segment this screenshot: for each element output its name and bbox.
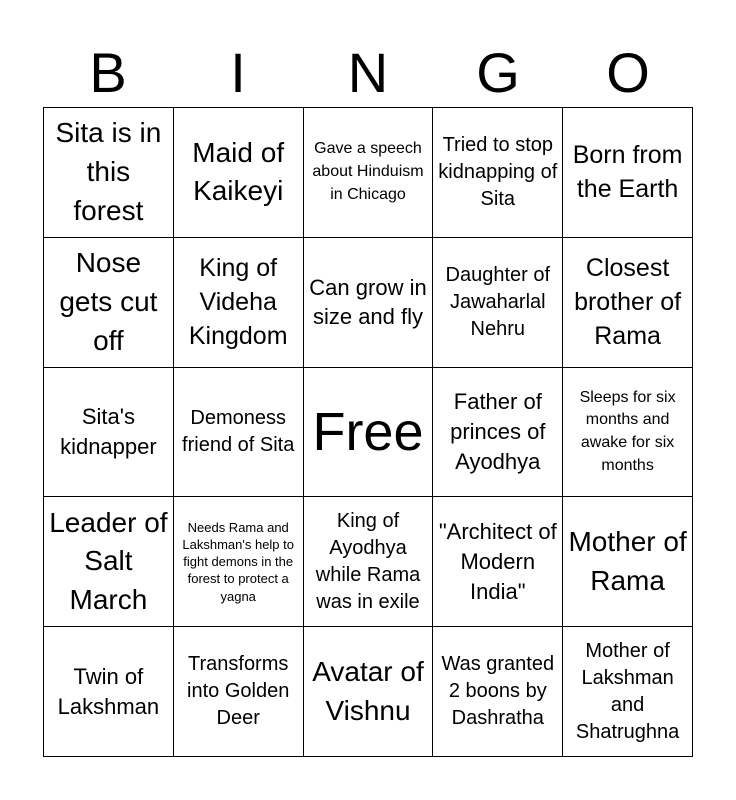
cell-text: Demoness friend of Sita	[182, 406, 295, 456]
bingo-cell[interactable]	[433, 238, 563, 368]
cell-text: King of Ayodhya while Rama was in exile	[315, 509, 421, 613]
cell-text: "Architect of Modern India"	[438, 519, 557, 604]
header-letter-o: O	[606, 41, 650, 104]
bingo-cell[interactable]	[563, 627, 693, 757]
free-space-cell[interactable]	[304, 368, 434, 498]
bingo-header	[43, 40, 693, 106]
bingo-grid	[43, 107, 693, 757]
cell-text: Transforms into Golden Deer	[187, 653, 290, 730]
bingo-cell[interactable]	[174, 497, 304, 627]
cell-text: Mother of Rama	[568, 526, 687, 596]
cell-text: Maid of Kaikeyi	[192, 136, 285, 207]
cell-text: Leader of Salt March	[49, 506, 168, 616]
bingo-cell[interactable]	[44, 497, 174, 627]
cell-text: Nose gets cut off	[59, 247, 158, 356]
bingo-cell[interactable]	[304, 497, 434, 627]
bingo-cell[interactable]	[433, 108, 563, 238]
cell-text: Sleeps for six months and awake for six months	[579, 388, 676, 474]
bingo-cell[interactable]	[563, 368, 693, 498]
bingo-cell[interactable]	[44, 368, 174, 498]
header-letter-g: G	[476, 41, 520, 104]
bingo-cell[interactable]	[433, 368, 563, 498]
cell-text: Twin of Lakshman	[57, 663, 160, 719]
cell-text: Can grow in size and fly	[309, 274, 427, 330]
cell-text: Closest brother of Rama	[574, 254, 682, 351]
cell-text: Needs Rama and Lakshman's help to fight demons in the forest to protect a yagna	[182, 519, 294, 604]
header-letter-n: N	[347, 41, 389, 104]
cell-text: Gave a speech about Hinduism in Chicago	[312, 140, 424, 203]
bingo-cell[interactable]	[304, 108, 434, 238]
bingo-cell[interactable]	[174, 627, 304, 757]
cell-text: King of Videha Kingdom	[188, 254, 288, 351]
cell-text: Tried to stop kidnapping of Sita	[438, 133, 558, 210]
bingo-cell[interactable]	[44, 627, 174, 757]
bingo-cell[interactable]	[174, 368, 304, 498]
bingo-cell[interactable]	[304, 238, 434, 368]
cell-text: Daughter of Jawaharlal Nehru	[445, 263, 551, 340]
cell-text: Father of princes of Ayodhya	[450, 389, 546, 474]
free-space-text: Free	[312, 401, 424, 462]
cell-text: Sita's kidnapper	[60, 404, 157, 459]
bingo-cell[interactable]	[433, 497, 563, 627]
bingo-cell[interactable]	[174, 108, 304, 238]
bingo-cell[interactable]	[563, 497, 693, 627]
cell-text: Mother of Lakshman and Shatrughna	[575, 639, 680, 743]
cell-text: Was granted 2 boons by Dashratha	[441, 653, 555, 730]
bingo-cell[interactable]	[304, 627, 434, 757]
cell-text: Sita is in this forest	[55, 117, 162, 226]
bingo-cell[interactable]	[563, 108, 693, 238]
header-letter-b: B	[89, 41, 127, 104]
cell-text: Born from the Earth	[572, 141, 683, 204]
bingo-cell[interactable]	[44, 108, 174, 238]
cell-text: Avatar of Vishnu	[312, 655, 424, 726]
bingo-cell[interactable]	[174, 238, 304, 368]
bingo-cell[interactable]	[44, 238, 174, 368]
header-letter-i: I	[230, 41, 246, 104]
bingo-cell[interactable]	[433, 627, 563, 757]
bingo-cell[interactable]	[563, 238, 693, 368]
